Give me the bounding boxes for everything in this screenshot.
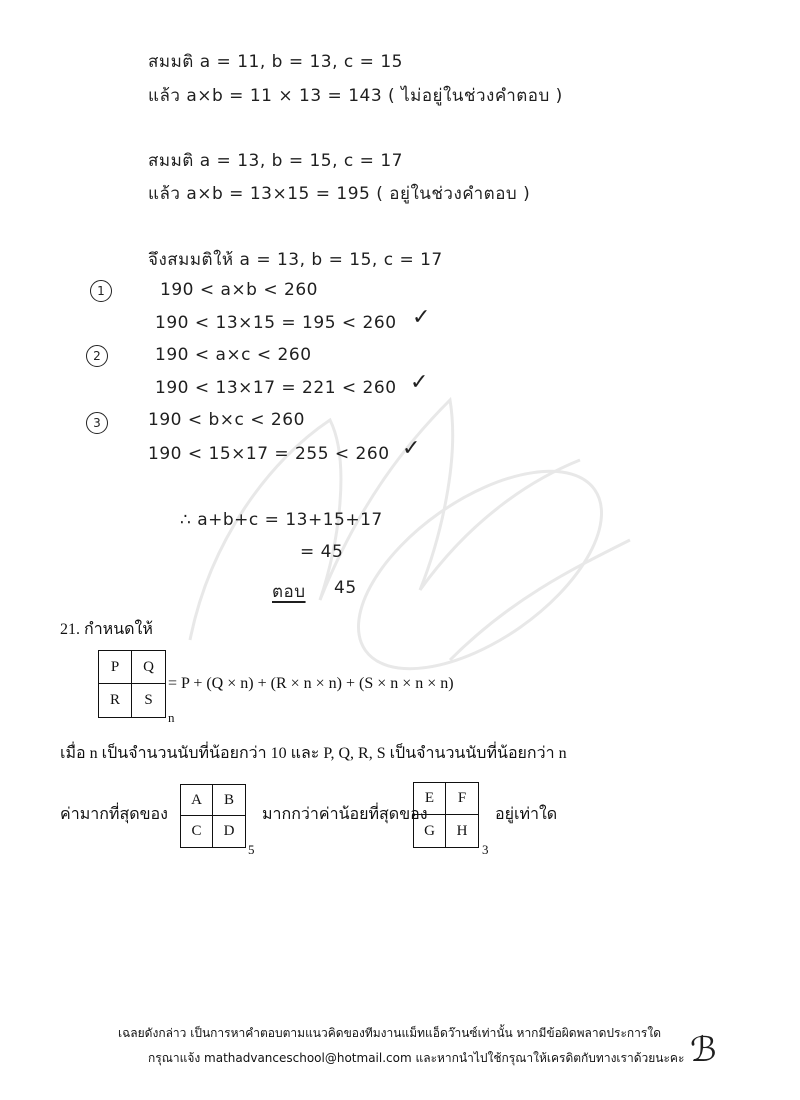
grid-subscript: 3 [482,842,489,857]
formula: = P + (Q × n) + (R × n × n) + (S × n × n × n) [168,675,454,692]
handwritten-line: แล้ว a×b = 13×15 = 195 ( อยู่ในช่วงคำตอบ ) [148,184,531,204]
grid-cell: P [99,651,132,684]
grid-cell: A [181,785,213,816]
question-text: มากกว่าค่าน้อยที่สุดของ [262,806,428,823]
handwritten-inequality: 190 < 13×15 = 195 < 260 [155,313,397,333]
question-text: ค่ามากที่สุดของ [60,806,168,823]
handwritten-inequality: 190 < 13×17 = 221 < 260 [155,378,397,398]
handwritten-inequality: 190 < 15×17 = 255 < 260 [148,444,390,464]
item-number-circle: 2 [86,345,108,367]
grid-cell: Q [132,651,165,684]
question-text: อยู่เท่าใด [495,806,558,823]
grid-cell: C [181,816,213,847]
grid-abcd [180,784,246,848]
signature: ℬ [690,1030,718,1070]
grid-cell: B [213,785,245,816]
handwritten-inequality: 190 < a×b < 260 [160,280,318,300]
check-mark: ✓ [402,436,421,461]
grid-subscript: 5 [248,842,255,857]
handwritten-line: สมมติ a = 11, b = 13, c = 15 [148,52,403,72]
handwritten-sum: ∴ a+b+c = 13+15+17 [180,510,383,530]
grid-efgh [413,782,479,848]
problem-title: 21. กำหนดให้ [60,621,153,638]
footer-line: เฉลยดังกล่าว เป็นการหาคำตอบตามแนวคิดของทีมงานแม็ทแอ็ดว๊านซ์เท่านั้น หากมีข้อผิดพลาดประการใด [118,1026,661,1040]
problem-condition: เมื่อ n เป็นจำนวนนับที่น้อยกว่า 10 และ P, Q, R, S เป็นจำนวนนับที่น้อยกว่า n [60,745,567,762]
answer-value: 45 [334,578,357,598]
answer-label: ตอบ [272,582,306,602]
handwritten-inequality: 190 < a×c < 260 [155,345,312,365]
item-number-circle: 3 [86,412,108,434]
handwritten-line: จึงสมมติให้ a = 13, b = 15, c = 17 [148,250,443,270]
grid-cell: R [99,684,132,717]
handwritten-line: แล้ว a×b = 11 × 13 = 143 ( ไม่อยู่ในช่วงคำตอบ ) [148,86,563,106]
grid-subscript: n [168,710,175,725]
grid-cell: H [456,822,468,839]
grid-pqrs [98,650,166,718]
handwritten-inequality: 190 < b×c < 260 [148,410,305,430]
handwritten-sum-result: = 45 [300,542,344,562]
check-mark: ✓ [410,370,429,395]
grid-cell: E [414,783,446,815]
footer-line: กรุณาแจ้ง mathadvanceschool@hotmail.com และหากนำไปใช้กรุณาให้เครดิตกับทางเราด้วยนะคะ [148,1051,685,1065]
grid-cell: D [223,823,235,839]
grid-cell: G [414,815,446,847]
grid-cell: S [144,692,153,708]
handwritten-line: สมมติ a = 13, b = 15, c = 17 [148,151,403,171]
item-number-circle: 1 [90,280,112,302]
grid-cell: F [446,783,478,815]
check-mark: ✓ [412,305,431,330]
